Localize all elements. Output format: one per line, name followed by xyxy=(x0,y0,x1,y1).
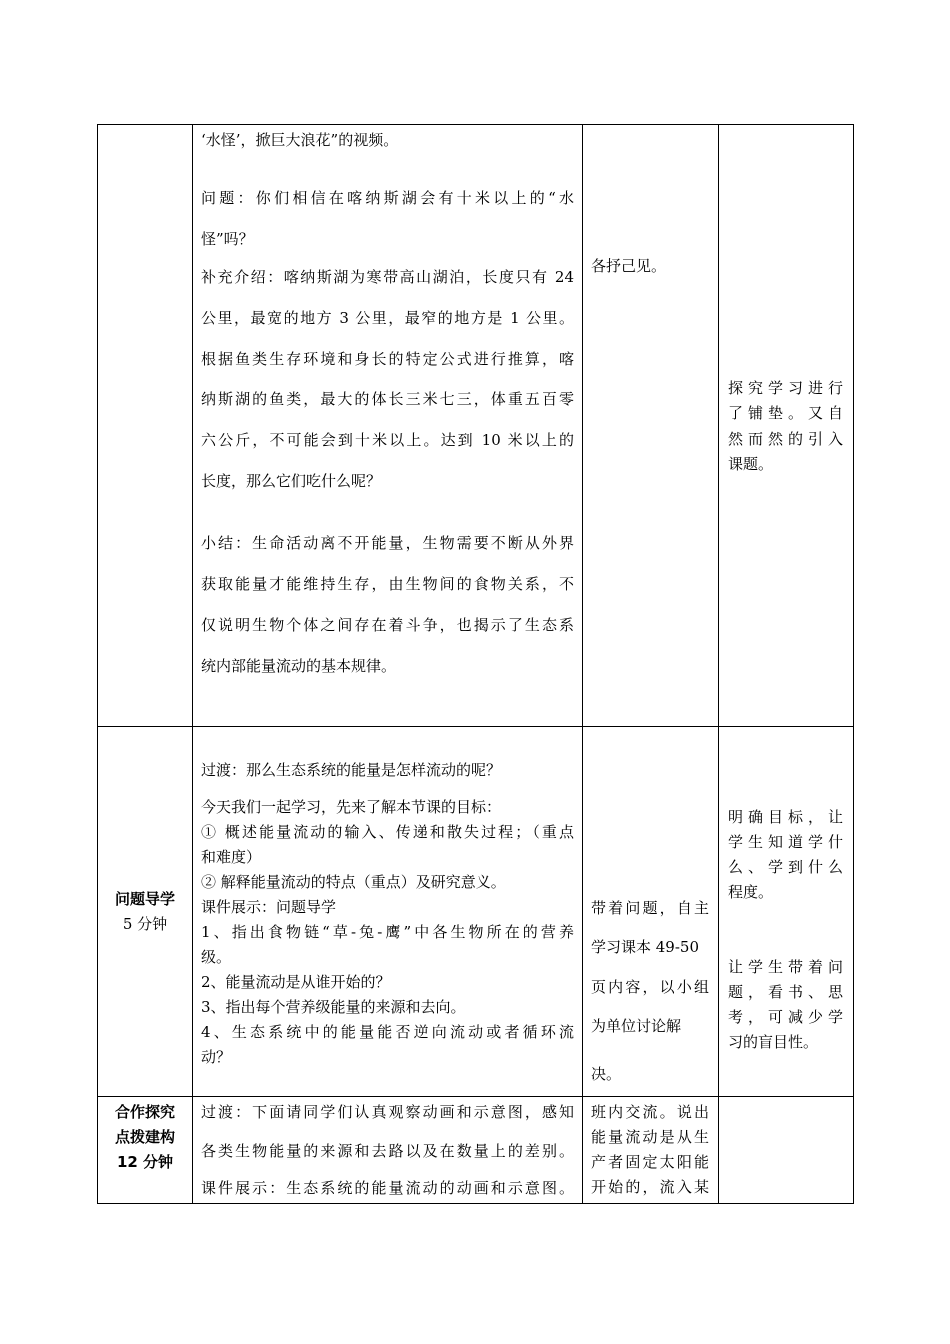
section-title-problem-guide: 问题导学 xyxy=(114,890,175,908)
text-line: 2、能量流动是从谁开始的？ xyxy=(201,973,391,991)
text-line: 产者固定太阳能 xyxy=(591,1153,709,1171)
text-line: 课件展示：生态系统的能量流动的动画和示意图。 xyxy=(201,1179,574,1197)
text-line: 考，可减少学 xyxy=(728,1008,843,1026)
table-border-top xyxy=(97,124,854,125)
table-border-right xyxy=(853,124,854,1204)
text-line: 动？ xyxy=(201,1048,232,1066)
section-duration: 5 分钟 xyxy=(122,915,168,933)
text-line: 为单位讨论解 xyxy=(591,1017,682,1035)
text-line: 仅说明生物个体之间存在着斗争，也揭示了生态系 xyxy=(201,616,574,634)
text-line: 了铺垫。又自 xyxy=(728,404,843,422)
table-border-bottom xyxy=(97,1203,854,1204)
section-title-line: 合作探究 xyxy=(114,1103,175,1121)
text-line: 探究学习进行 xyxy=(728,379,843,397)
text-line: ① 概述能量流动的输入、传递和散失过程；（重点 xyxy=(201,823,574,841)
text-line: 长度，那么它们吃什么呢？ xyxy=(201,472,382,490)
text-line: 3、指出每个营养级能量的来源和去向。 xyxy=(201,998,466,1016)
section-duration: 12 分钟 xyxy=(116,1153,174,1171)
text-line: 开始的，流入某 xyxy=(591,1178,709,1196)
text-line: 让学生带着问 xyxy=(728,958,843,976)
text-line: 课题。 xyxy=(728,455,774,473)
text-line: 怪”吗？ xyxy=(201,230,254,248)
text-line: 今天我们一起学习，先来了解本节课的目标： xyxy=(201,798,502,816)
text-line: 过渡：那么生态系统的能量是怎样流动的呢？ xyxy=(201,761,502,779)
text-line: 决。 xyxy=(591,1065,622,1083)
text-line: ‘水怪’，掀巨大浪花”的视频。 xyxy=(201,131,399,149)
text-line: 六公斤，不可能会到十米以上。达到 10 米以上的 xyxy=(201,431,574,449)
text-line: 4、生态系统中的能量能否逆向流动或者循环流 xyxy=(201,1023,574,1041)
table-col-divider-2 xyxy=(582,124,583,1204)
table-col-divider-3 xyxy=(718,124,719,1204)
text-line: 么、学到什么 xyxy=(728,858,843,876)
table-col-divider-1 xyxy=(192,124,193,1204)
text-line: 问题：你们相信在喀纳斯湖会有十米以上的“水 xyxy=(201,189,574,207)
table-row-divider-2 xyxy=(97,1096,854,1097)
text-line: 页内容，以小组 xyxy=(591,978,709,996)
text-line: ② 解释能量流动的特点（重点）及研究意义。 xyxy=(201,873,506,891)
text-line: 课件展示：问题导学 xyxy=(201,898,337,916)
table-border-left xyxy=(97,124,98,1204)
text-line: 纳斯湖的鱼类，最大的体长三米七三，体重五百零 xyxy=(201,390,574,408)
text-line: 和难度） xyxy=(201,848,262,866)
text-line: 学习课本 49-50 xyxy=(591,938,700,956)
text-line: 学生知道学什 xyxy=(728,833,843,851)
text-line: 习的盲目性。 xyxy=(728,1033,819,1051)
table-row-divider-1 xyxy=(97,726,854,727)
row1-student-activity: 各抒己见。 xyxy=(591,257,667,275)
text-line: 过渡：下面请同学们认真观察动画和示意图，感知 xyxy=(201,1103,574,1121)
text-line: 补充介绍：喀纳斯湖为寒带高山湖泊，长度只有 24 xyxy=(201,268,574,286)
text-line: 获取能量才能维持生存，由生物间的食物关系，不 xyxy=(201,575,574,593)
text-line: 级。 xyxy=(201,948,232,966)
text-line: 班内交流。说出 xyxy=(591,1103,709,1121)
text-line: 带着问题，自主 xyxy=(591,899,709,917)
text-line: 程度。 xyxy=(728,883,774,901)
text-line: 公里，最宽的地方 3 公里，最窄的地方是 1 公里。 xyxy=(201,309,574,327)
text-line: 1、指出食物链“草-兔-鹰”中各生物所在的营养 xyxy=(201,923,574,941)
text-line: 明确目标，让 xyxy=(728,808,843,826)
text-line: 能量流动是从生 xyxy=(591,1128,709,1146)
text-line: 然而然的引入 xyxy=(728,430,843,448)
section-title-line: 点拨建构 xyxy=(114,1128,175,1146)
text-line: 各类生物能量的来源和去路以及在数量上的差别。 xyxy=(201,1142,574,1160)
text-line: 题，看书、思 xyxy=(728,983,843,1001)
text-line: 小结：生命活动离不开能量，生物需要不断从外界 xyxy=(201,534,574,552)
text-line: 根据鱼类生存环境和身长的特定公式进行推算，喀 xyxy=(201,350,574,368)
text-line: 统内部能量流动的基本规律。 xyxy=(201,657,397,675)
